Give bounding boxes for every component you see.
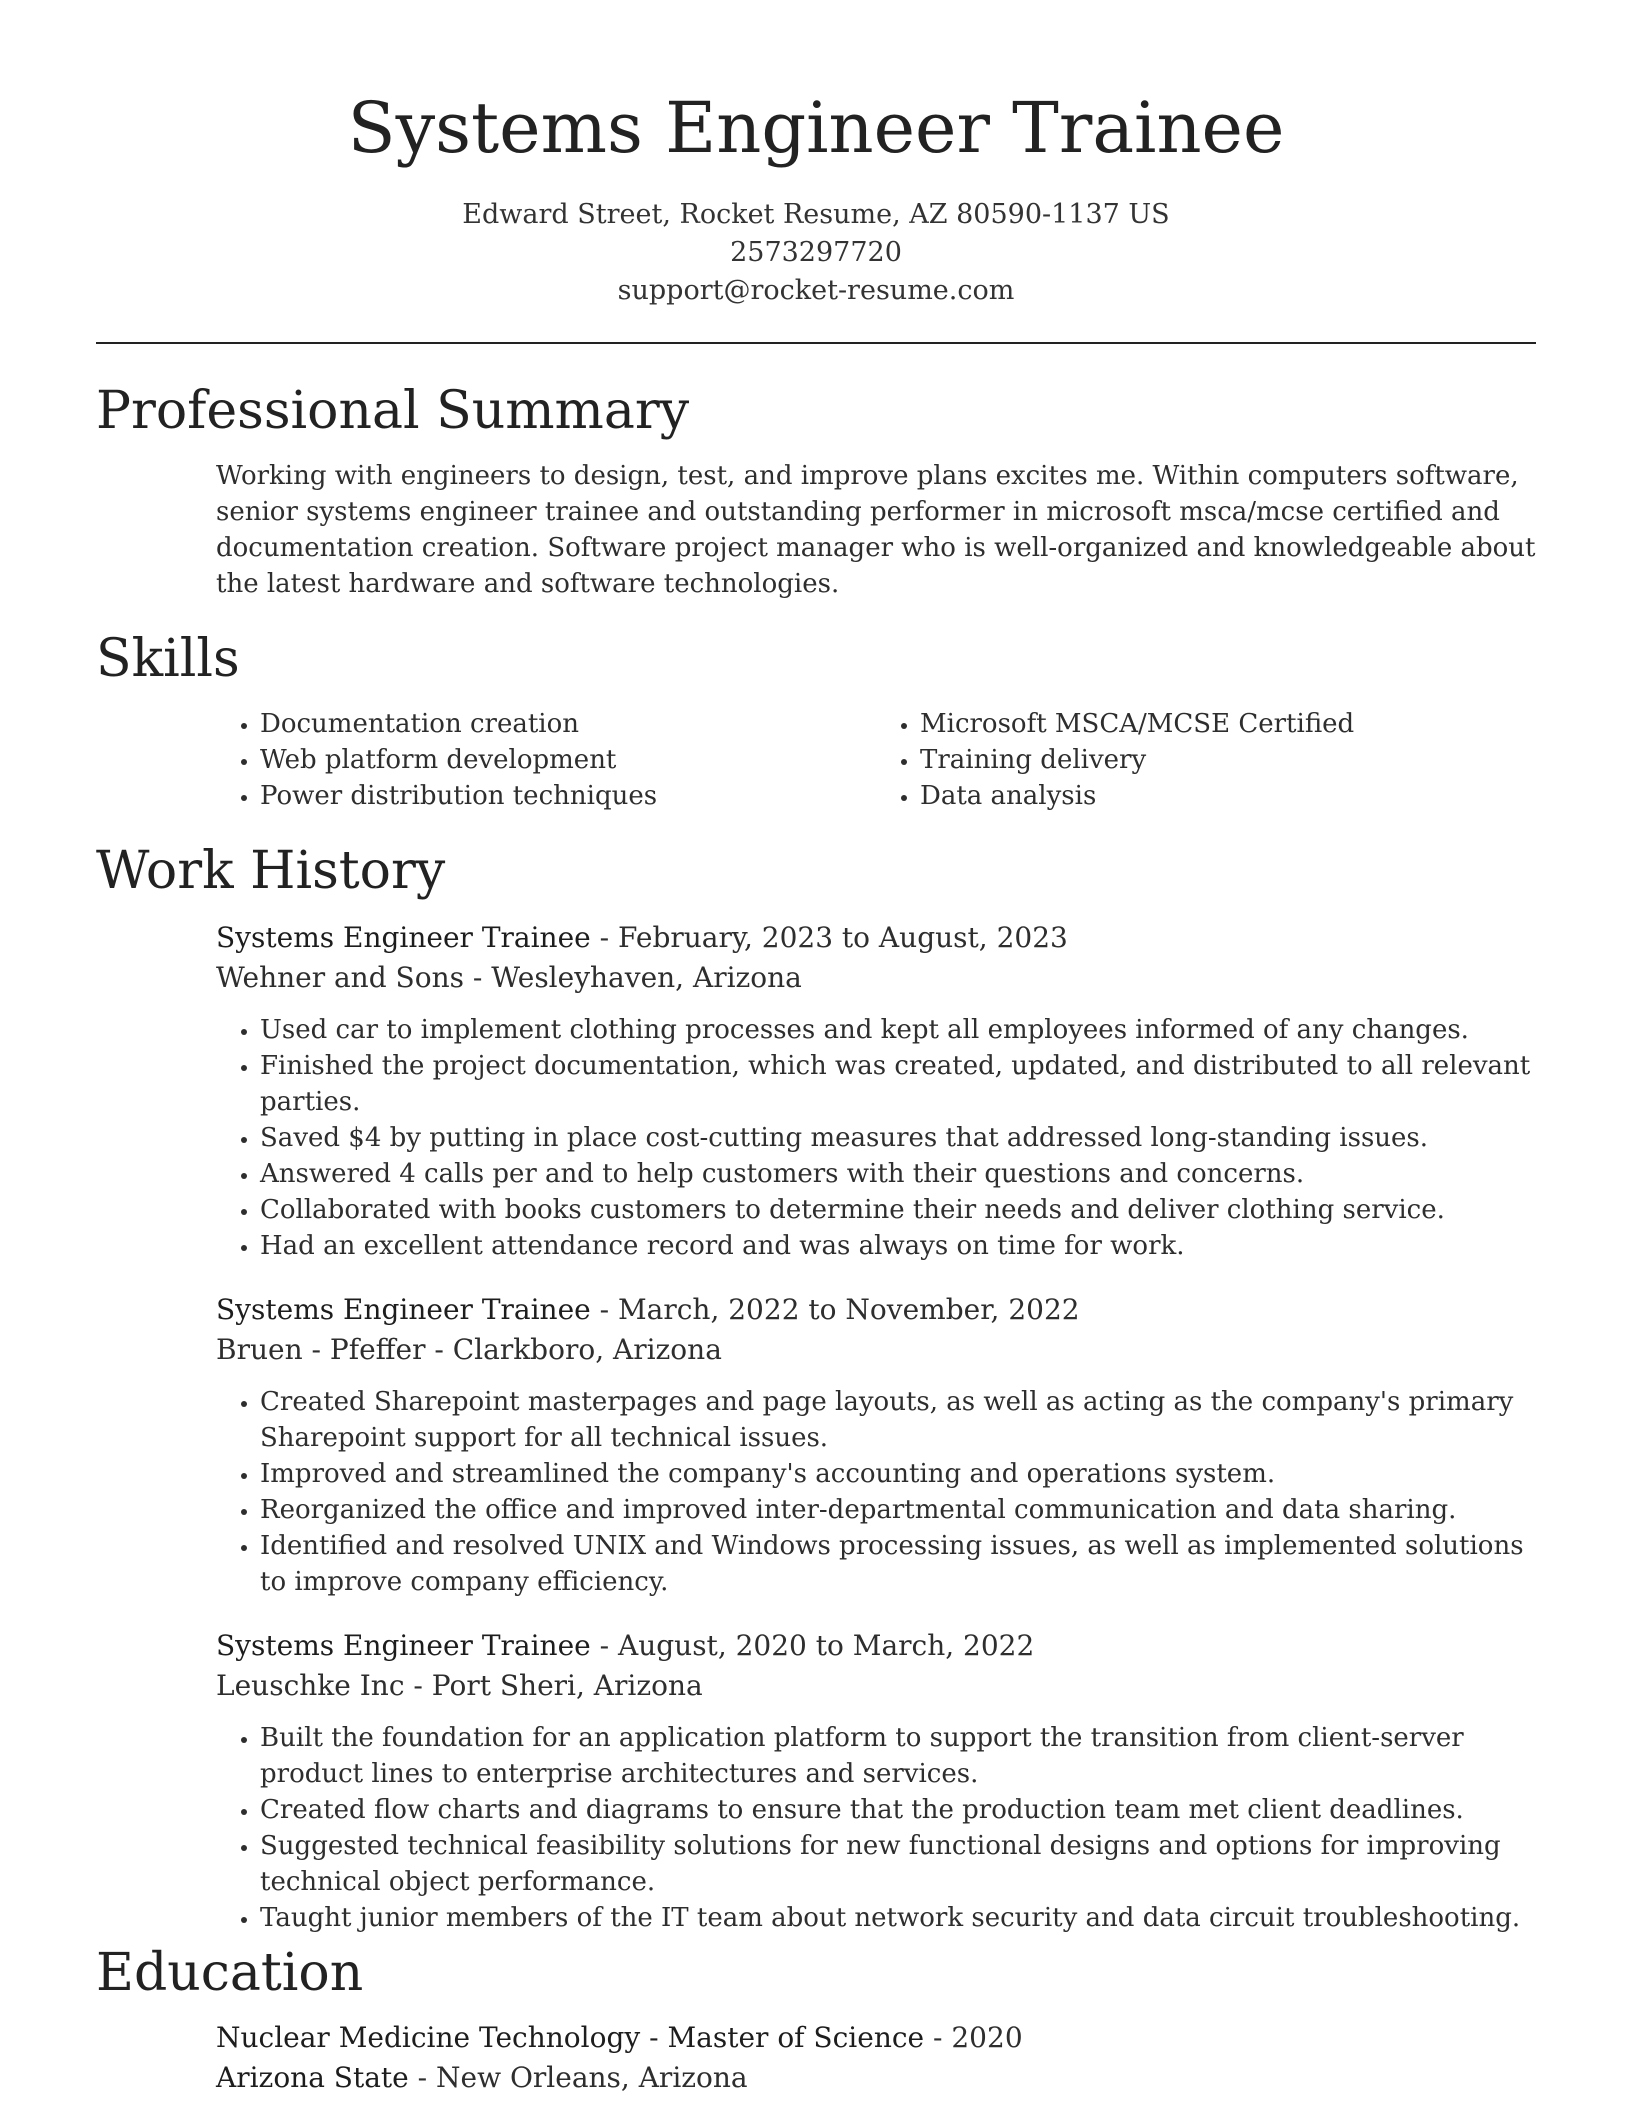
education-section: [216, 2018, 1536, 2098]
job-bullet: • Created flow charts and diagrams to ensure that the production team met client deadlines.: [260, 1792, 1536, 1828]
summary-heading: Professional Summary: [96, 381, 690, 441]
job-company: Leuschke Inc: [216, 1669, 405, 1702]
job-dates: - February, 2023 to August, 2023: [590, 921, 1068, 954]
job-company-line: [216, 958, 1536, 998]
work-history-section: [216, 918, 1536, 1962]
job-entry: [216, 1626, 1536, 1936]
job-company-line: [216, 1666, 1536, 1706]
job-bullet: • Used car to implement clothing processes and kept all employees informed of any changes.: [260, 1012, 1536, 1048]
skill-item: • Power distribution techniques: [260, 778, 876, 814]
job-bullets: [216, 1012, 1536, 1264]
job-dates: - March, 2022 to November, 2022: [590, 1293, 1080, 1326]
education-degree-line: [216, 2018, 1536, 2058]
job-entry: [216, 1290, 1536, 1600]
education-school: Arizona State: [216, 2061, 409, 2094]
summary-section: [216, 458, 1536, 602]
job-title-line: [216, 1626, 1536, 1666]
education-heading: Education: [96, 1943, 364, 2003]
job-dates: - August, 2020 to March, 2022: [590, 1629, 1035, 1662]
header-divider: [96, 342, 1536, 344]
skill-item: • Documentation creation: [260, 706, 876, 742]
skill-item: • Data analysis: [920, 778, 1536, 814]
skills-heading: Skills: [96, 629, 240, 689]
education-location: - New Orleans, Arizona: [408, 2061, 748, 2094]
job-company: Wehner and Sons: [216, 961, 464, 994]
job-bullet: • Answered 4 calls per and to help customers with their questions and concerns.: [260, 1156, 1536, 1192]
job-location: - Wesleyhaven, Arizona: [463, 961, 802, 994]
skill-item: • Training delivery: [920, 742, 1536, 778]
job-entry: [216, 918, 1536, 1264]
skills-list-left: [216, 706, 876, 814]
job-bullets: [216, 1720, 1536, 1936]
skill-item: • Microsoft MSCA/MCSE Certified: [920, 706, 1536, 742]
job-bullet: • Had an excellent attendance record and was always on time for work.: [260, 1228, 1536, 1264]
skill-item: • Web platform development: [260, 742, 876, 778]
job-bullet: • Taught junior members of the IT team about network security and data circuit troubleshooting.: [260, 1900, 1536, 1936]
job-bullet: • Built the foundation for an application platform to support the transition from client-server product lines to enterprise architectures and services.: [260, 1720, 1536, 1792]
contact-email: support@rocket-resume.com: [617, 275, 1015, 306]
job-bullet: • Reorganized the office and improved inter-departmental communication and data sharing.: [260, 1492, 1536, 1528]
education-degree: Nuclear Medicine Technology - Master of Science: [216, 2021, 925, 2054]
candidate-name: Systems Engineer Trainee: [347, 87, 1285, 169]
education-school-line: [216, 2058, 1536, 2098]
job-bullet: • Saved $4 by putting in place cost-cutting measures that addressed long-standing issues.: [260, 1120, 1536, 1156]
job-bullet: • Improved and streamlined the company's accounting and operations system.: [260, 1456, 1536, 1492]
job-bullet: • Identified and resolved UNIX and Windows processing issues, as well as implemented solutions to improve company efficiency.: [260, 1528, 1536, 1600]
job-title: Systems Engineer Trainee: [216, 1293, 591, 1326]
job-title: Systems Engineer Trainee: [216, 921, 591, 954]
resume-header: [0, 0, 1632, 310]
skills-section: [216, 706, 1536, 814]
job-location: - Clarkboro, Arizona: [425, 1333, 722, 1366]
job-company-line: [216, 1330, 1536, 1370]
job-bullet: • Collaborated with books customers to determine their needs and deliver clothing service.: [260, 1192, 1536, 1228]
contact-address: Edward Street, Rocket Resume, AZ 80590-1137 US: [462, 199, 1170, 230]
job-bullet: • Finished the project documentation, which was created, updated, and distributed to all relevant parties.: [260, 1048, 1536, 1120]
job-title-line: [216, 1290, 1536, 1330]
job-title: Systems Engineer Trainee: [216, 1629, 591, 1662]
education-year: - 2020: [924, 2021, 1023, 2054]
job-bullets: [216, 1384, 1536, 1600]
contact-block: [0, 196, 1632, 310]
summary-text: Working with engineers to design, test, and improve plans excites me. Within computers software, senior systems engineer trainee and outstanding performer in microsoft msca/mcse certified and documentation creation. Software project manager who is well-organized and knowledgeable about the latest hardware and software technologies.: [216, 461, 1536, 599]
job-title-line: [216, 918, 1536, 958]
job-company: Bruen - Pfeffer: [216, 1333, 426, 1366]
job-bullet: • Suggested technical feasibility solutions for new functional designs and options for improving technical object performance.: [260, 1828, 1536, 1900]
contact-phone: 2573297720: [730, 237, 902, 268]
job-location: - Port Sheri, Arizona: [404, 1669, 703, 1702]
job-bullet: • Created Sharepoint masterpages and page layouts, as well as acting as the company's primary Sharepoint support for all technical issues.: [260, 1384, 1536, 1456]
skills-list-right: [876, 706, 1536, 814]
work-history-heading: Work History: [96, 841, 446, 901]
